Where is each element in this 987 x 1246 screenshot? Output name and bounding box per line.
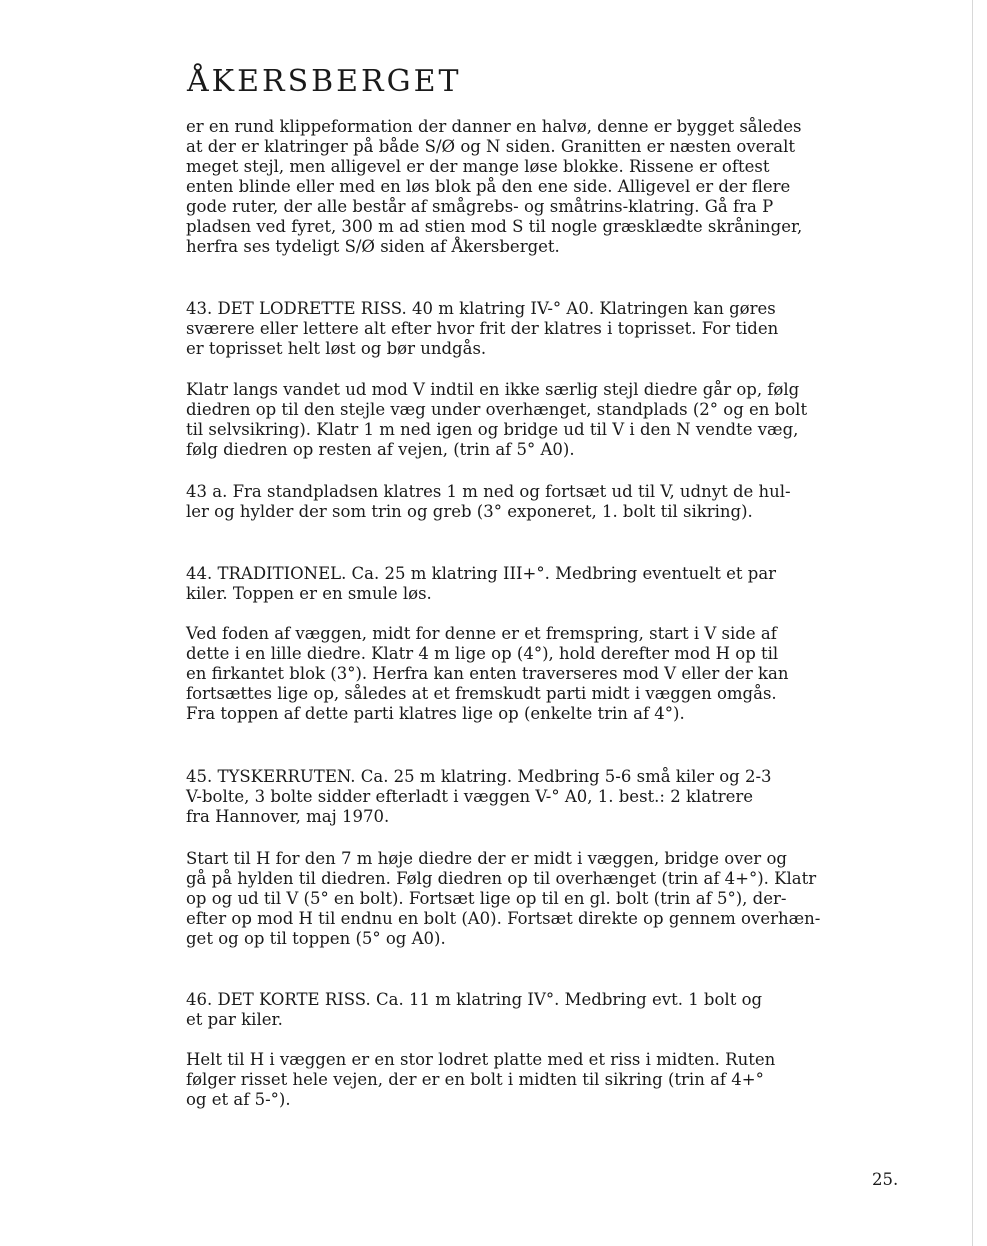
- route-43-heading: [186, 299, 916, 359]
- route-description-line: Helt til H i væggen er en stor lodret platte med et riss i midten. Ruten: [186, 1050, 776, 1069]
- page-title: ÅKERSBERGET: [187, 64, 462, 99]
- route-heading-line: 45. TYSKERRUTEN. Ca. 25 m klatring. Medbring 5-6 små kiler og 2-3: [186, 767, 772, 786]
- page-edge-line: [972, 0, 973, 1246]
- route-description-line: en firkantet blok (3°). Herfra kan enten traverseres mod V eller der kan: [186, 664, 789, 683]
- route-44-heading: [186, 564, 916, 604]
- intro-line: at der er klatringer på både S/Ø og N siden. Granitten er næsten overalt: [186, 137, 796, 156]
- intro-line: enten blinde eller med en løs blok på den ene side. Alligevel er der flere: [186, 177, 791, 196]
- route-43a-variant: [186, 482, 916, 522]
- route-description-line: Klatr langs vandet ud mod V indtil en ikke særlig stejl diedre går op, følg: [186, 380, 800, 399]
- route-heading-line: 44. TRADITIONEL. Ca. 25 m klatring III+°. Medbring eventuelt et par: [186, 564, 777, 583]
- route-description-line: get og op til toppen (5° og A0).: [186, 929, 446, 948]
- route-description-line: fortsættes lige op, således at et fremskudt parti midt i væggen omgås.: [186, 684, 777, 703]
- intro-paragraph: [186, 117, 916, 257]
- page-number: 25.: [872, 1170, 899, 1189]
- route-45-description: [186, 849, 916, 949]
- route-description-line: dette i en lille diedre. Klatr 4 m lige op (4°), hold derefter mod H op til: [186, 644, 779, 663]
- route-heading-line: kiler. Toppen er en smule løs.: [186, 584, 432, 603]
- route-46-heading: [186, 990, 916, 1030]
- intro-line: er en rund klippeformation der danner en halvø, denne er bygget således: [186, 117, 802, 136]
- route-heading-line: 43. DET LODRETTE RISS. 40 m klatring IV-° A0. Klatringen kan gøres: [186, 299, 776, 318]
- route-heading-line: V-bolte, 3 bolte sidder efterladt i væggen V-° A0, 1. best.: 2 klatrere: [186, 787, 754, 806]
- route-description-line: og et af 5-°).: [186, 1090, 291, 1109]
- route-variant-line: ler og hylder der som trin og greb (3° exponeret, 1. bolt til sikring).: [186, 502, 753, 521]
- route-description-line: Start til H for den 7 m høje diedre der er midt i væggen, bridge over og: [186, 849, 787, 868]
- route-description-line: følg diedren op resten af vejen, (trin af 5° A0).: [186, 440, 575, 459]
- route-44-description: [186, 624, 916, 724]
- route-description-line: Ved foden af væggen, midt for denne er et fremspring, start i V side af: [186, 624, 777, 643]
- intro-line: pladsen ved fyret, 300 m ad stien mod S til nogle græsklædte skråninger,: [186, 217, 803, 236]
- route-description-line: følger risset hele vejen, der er en bolt i midten til sikring (trin af 4+°: [186, 1070, 764, 1089]
- route-heading-line: er toprisset helt løst og bør undgås.: [186, 339, 487, 358]
- route-description-line: op og ud til V (5° en bolt). Fortsæt lige op til en gl. bolt (trin af 5°), der-: [186, 889, 787, 908]
- route-heading-line: sværere eller lettere alt efter hvor frit der klatres i toprisset. For tiden: [186, 319, 779, 338]
- intro-line: meget stejl, men alligevel er der mange løse blokke. Rissene er oftest: [186, 157, 770, 176]
- route-heading-line: et par kiler.: [186, 1010, 283, 1029]
- route-description-line: til selvsikring). Klatr 1 m ned igen og bridge ud til V i den N vendte væg,: [186, 420, 799, 439]
- route-46-description: [186, 1050, 916, 1110]
- intro-line: herfra ses tydeligt S/Ø siden af Åkersberget.: [186, 237, 560, 256]
- intro-line: gode ruter, der alle består af smågrebs- og småtrins-klatring. Gå fra P: [186, 197, 774, 216]
- route-heading-line: fra Hannover, maj 1970.: [186, 807, 390, 826]
- route-description-line: gå på hylden til diedren. Følg diedren op til overhænget (trin af 4+°). Klatr: [186, 869, 817, 888]
- route-variant-line: 43 a. Fra standpladsen klatres 1 m ned og fortsæt ud til V, udnyt de hul-: [186, 482, 791, 501]
- route-description-line: Fra toppen af dette parti klatres lige op (enkelte trin af 4°).: [186, 704, 685, 723]
- route-heading-line: 46. DET KORTE RISS. Ca. 11 m klatring IV°. Medbring evt. 1 bolt og: [186, 990, 763, 1009]
- route-description-line: diedren op til den stejle væg under overhænget, standplads (2° og en bolt: [186, 400, 808, 419]
- route-45-heading: [186, 767, 916, 827]
- route-43-description: [186, 380, 916, 460]
- route-description-line: efter op mod H til endnu en bolt (A0). Fortsæt direkte op gennem overhæn-: [186, 909, 821, 928]
